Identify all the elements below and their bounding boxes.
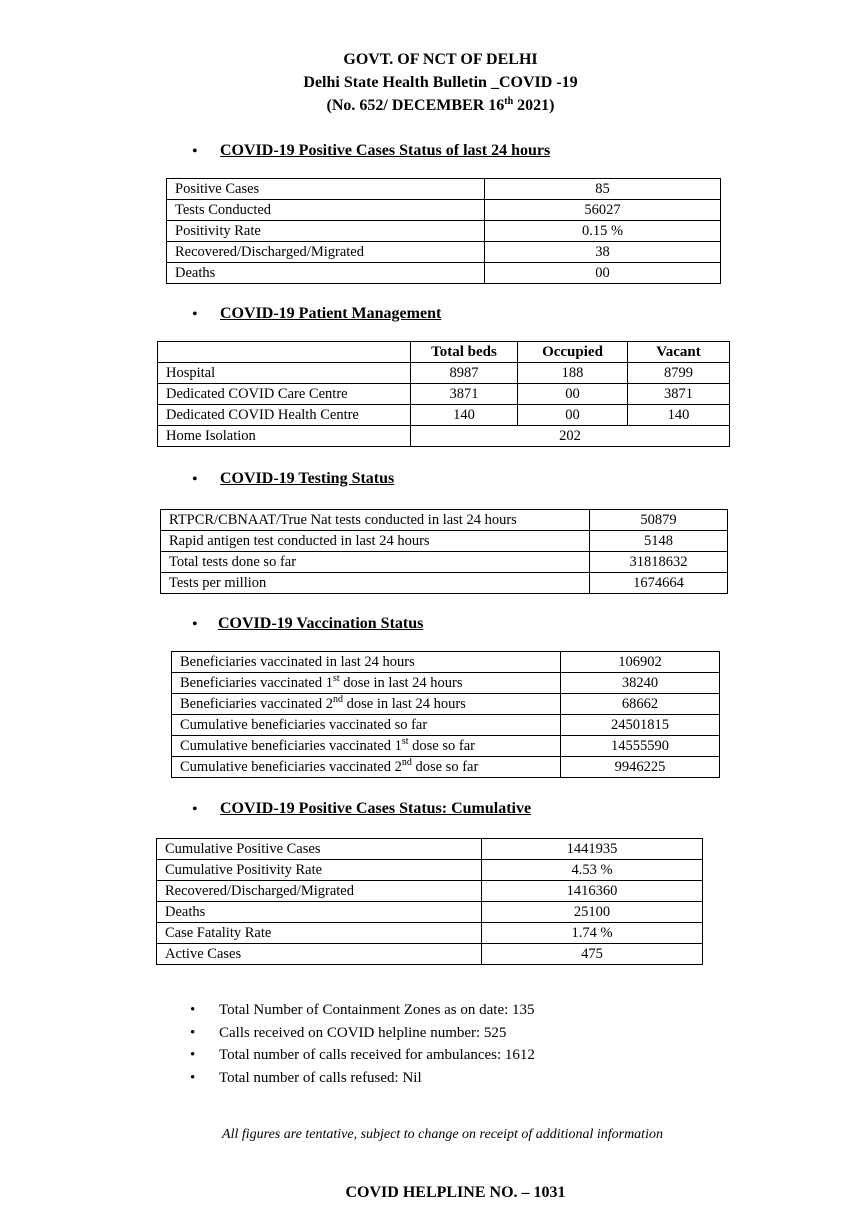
- table-row: [158, 405, 730, 426]
- row-label: Active Cases: [157, 944, 482, 965]
- vacant-value: 3871: [628, 384, 730, 405]
- table-row: [161, 573, 728, 594]
- table-row: [157, 860, 703, 881]
- row-value: 475: [482, 944, 703, 965]
- row-label: Cumulative Positive Cases: [157, 839, 482, 860]
- row-label: Recovered/Discharged/Migrated: [157, 881, 482, 902]
- table-row: [157, 902, 703, 923]
- table-row: [167, 179, 721, 200]
- testing-status-table: [160, 509, 728, 594]
- section-title-testing-status: COVID-19 Testing Status: [220, 470, 395, 487]
- label-text: Beneficiaries vaccinated 1: [180, 675, 333, 691]
- label-text: Cumulative beneficiaries vaccinated so far: [180, 717, 428, 733]
- table-row: [158, 363, 730, 384]
- bullet-icon: •: [190, 1002, 196, 1018]
- table-row-home-isolation: [158, 426, 730, 447]
- fact-text: Total number of calls refused: Nil: [219, 1069, 422, 1086]
- row-value: 5148: [590, 531, 728, 552]
- row-label: Total tests done so far: [161, 552, 590, 573]
- table-row: [157, 944, 703, 965]
- table-row: [172, 736, 720, 757]
- row-label: Case Fatality Rate: [157, 923, 482, 944]
- vacant-value: 8799: [628, 363, 730, 384]
- header-cell-vacant: Vacant: [628, 342, 730, 363]
- fact-text: Total number of calls received for ambulances: 1612: [219, 1047, 535, 1063]
- row-value: 00: [485, 263, 721, 284]
- table-row: [157, 923, 703, 944]
- fact-item: [190, 1044, 535, 1067]
- row-label: Deaths: [157, 902, 482, 923]
- row-label: Positive Cases: [167, 179, 485, 200]
- fact-text: Total Number of Containment Zones as on date: 135: [219, 1002, 535, 1018]
- table-row: [157, 839, 703, 860]
- bulletin-title: Delhi State Health Bulletin _COVID -19: [303, 74, 578, 91]
- section-title-positive-24h: COVID-19 Positive Cases Status of last 24 hours: [220, 142, 551, 159]
- occupied-value: 00: [518, 384, 628, 405]
- row-label: [172, 652, 561, 673]
- row-value: 38: [485, 242, 721, 263]
- vacant-value: 140: [628, 405, 730, 426]
- label-text: dose so far: [408, 738, 475, 754]
- fact-text: Calls received on COVID helpline number: 525: [219, 1024, 507, 1041]
- row-value: 25100: [482, 902, 703, 923]
- row-value: 1674664: [590, 573, 728, 594]
- row-label: Tests per million: [161, 573, 590, 594]
- row-value: 31818632: [590, 552, 728, 573]
- occupied-value: 188: [518, 363, 628, 384]
- row-value: 1.74 %: [482, 923, 703, 944]
- bullet-icon: •: [192, 616, 198, 633]
- facts-list: [190, 999, 535, 1089]
- row-label: RTPCR/CBNAAT/True Nat tests conducted in last 24 hours: [161, 510, 590, 531]
- label-text: dose in last 24 hours: [342, 696, 466, 712]
- row-label: Recovered/Discharged/Migrated: [167, 242, 485, 263]
- row-value: 38240: [561, 673, 720, 694]
- header-cell: [158, 342, 411, 363]
- facility-label: Hospital: [158, 363, 411, 384]
- row-value: 1416360: [482, 881, 703, 902]
- label-text: dose in last 24 hours: [339, 675, 463, 691]
- table-row: [161, 552, 728, 573]
- bulletin-number-date: (No. 652/ DECEMBER 16th 2021): [326, 96, 555, 114]
- home-isolation-label: Home Isolation: [158, 426, 411, 447]
- table-row: [167, 200, 721, 221]
- row-label: [172, 715, 561, 736]
- vaccination-status-table: [171, 651, 720, 778]
- table-row: [172, 694, 720, 715]
- row-value: 50879: [590, 510, 728, 531]
- bullet-icon: •: [192, 143, 198, 160]
- facility-label: Dedicated COVID Health Centre: [158, 405, 411, 426]
- row-value: 1441935: [482, 839, 703, 860]
- row-label: Rapid antigen test conducted in last 24 hours: [161, 531, 590, 552]
- label-text: Cumulative beneficiaries vaccinated 1: [180, 738, 402, 754]
- table-row: [158, 384, 730, 405]
- table-row: [167, 221, 721, 242]
- row-label: [172, 736, 561, 757]
- ordinal-suffix: nd: [332, 694, 343, 705]
- bullet-icon: •: [192, 471, 198, 488]
- ordinal-suffix: nd: [401, 757, 412, 768]
- row-value: 4.53 %: [482, 860, 703, 881]
- row-label: Cumulative Positivity Rate: [157, 860, 482, 881]
- helpline-number: COVID HELPLINE NO. – 1031: [345, 1184, 566, 1201]
- table-row: [172, 715, 720, 736]
- row-value: 68662: [561, 694, 720, 715]
- table-row: [167, 263, 721, 284]
- label-text: Beneficiaries vaccinated in last 24 hours: [180, 654, 415, 670]
- total-beds-value: 8987: [411, 363, 518, 384]
- row-label: Tests Conducted: [167, 200, 485, 221]
- fact-item: [190, 999, 535, 1022]
- fact-item: [190, 1022, 535, 1045]
- ordinal-suffix: st: [401, 736, 409, 747]
- table-row: [161, 510, 728, 531]
- row-value: 56027: [485, 200, 721, 221]
- positive-24h-table: [166, 178, 721, 284]
- bullet-icon: •: [192, 306, 198, 323]
- section-title-vaccination-status: COVID-19 Vaccination Status: [218, 615, 424, 632]
- table-row: [161, 531, 728, 552]
- row-label: Positivity Rate: [167, 221, 485, 242]
- section-title-cumulative: COVID-19 Positive Cases Status: Cumulative: [220, 800, 532, 817]
- row-label: Deaths: [167, 263, 485, 284]
- bullet-icon: •: [190, 1047, 196, 1063]
- bullet-icon: •: [190, 1024, 196, 1041]
- row-value: 14555590: [561, 736, 720, 757]
- disclaimer-note: All figures are tentative, subject to change on receipt of additional information: [222, 1127, 663, 1142]
- bulletin-header: [0, 48, 855, 117]
- table-row: [172, 652, 720, 673]
- label-text: Beneficiaries vaccinated 2: [180, 696, 333, 712]
- row-label: [172, 694, 561, 715]
- govt-title: GOVT. OF NCT OF DELHI: [343, 51, 538, 68]
- label-text: Cumulative beneficiaries vaccinated 2: [180, 759, 402, 775]
- row-value: 0.15 %: [485, 221, 721, 242]
- occupied-value: 00: [518, 405, 628, 426]
- total-beds-value: 3871: [411, 384, 518, 405]
- row-value: 106902: [561, 652, 720, 673]
- patient-management-table: [157, 341, 730, 447]
- header-cell-occupied: Occupied: [518, 342, 628, 363]
- table-row: [172, 757, 720, 778]
- facility-label: Dedicated COVID Care Centre: [158, 384, 411, 405]
- total-beds-value: 140: [411, 405, 518, 426]
- header-cell-total-beds: Total beds: [411, 342, 518, 363]
- table-header-row: [158, 342, 730, 363]
- section-title-patient-management: COVID-19 Patient Management: [220, 305, 442, 322]
- ordinal-suffix: st: [332, 673, 340, 684]
- home-isolation-value: 202: [411, 426, 730, 447]
- row-label: [172, 757, 561, 778]
- table-row: [172, 673, 720, 694]
- label-text: dose so far: [411, 759, 479, 775]
- fact-item: [190, 1067, 535, 1090]
- row-value: 85: [485, 179, 721, 200]
- bullet-icon: •: [192, 801, 198, 818]
- table-row: [167, 242, 721, 263]
- row-value: 24501815: [561, 715, 720, 736]
- row-value: 9946225: [561, 757, 720, 778]
- row-label: [172, 673, 561, 694]
- table-row: [157, 881, 703, 902]
- cumulative-table: [156, 838, 703, 965]
- bullet-icon: •: [190, 1069, 196, 1086]
